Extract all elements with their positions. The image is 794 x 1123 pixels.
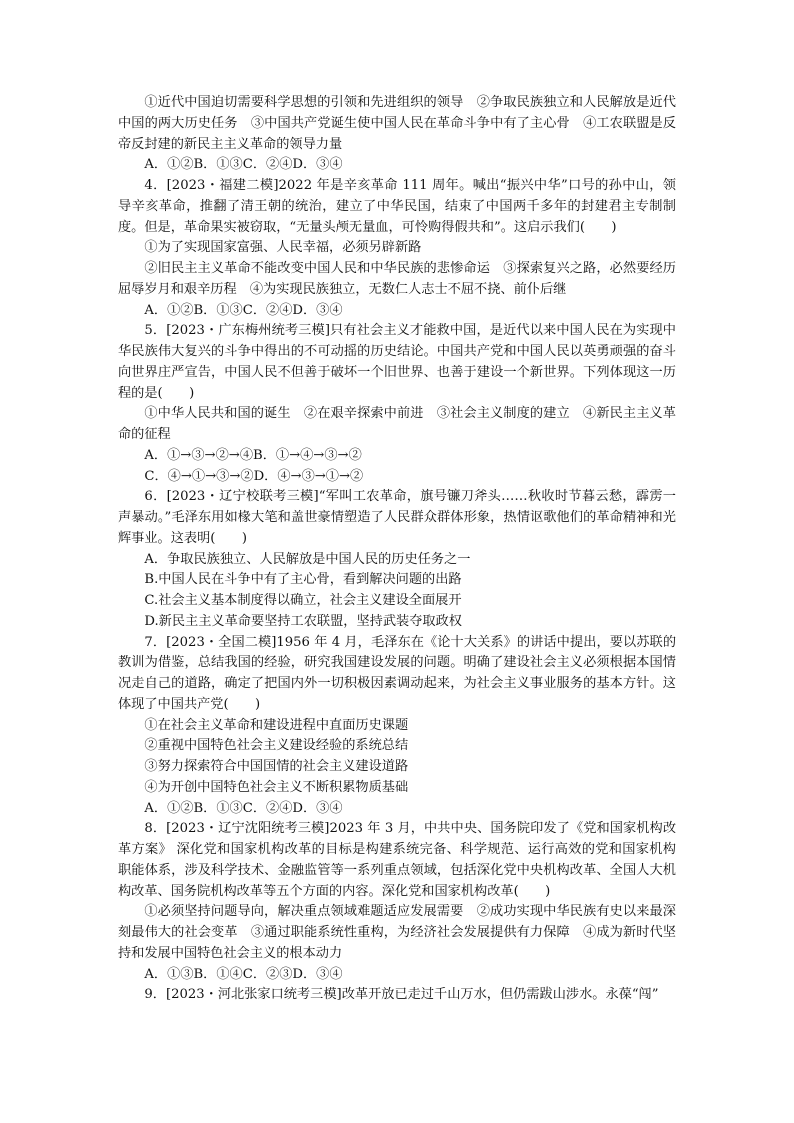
q7-statement-2: ②重视中国特色社会主义建设经验的系统总结	[144, 738, 409, 754]
q7-stem: 7．[2023・全国二模]1956 年 4 月，毛泽东在《论十大关系》的讲话中提出，要以苏联的教训为借鉴，总结我国的经验，研究我国建设发展的问题。明确了建设社会主义必须根据本国情况走自己的道路，确定了把国内外一切积极因素调动起来，为社会主义事业服务的基本方针。这体现了中国共产党( )	[118, 634, 676, 712]
question-page	[118, 93, 676, 1006]
q6-option-c: C.社会主义基本制度得以确立，社会主义建设全面展开	[144, 593, 462, 608]
q6-option-d: D.新民主主义革命要坚持工农联盟，坚持武装夺取政权	[144, 613, 462, 629]
q8-options: A．①③B．①④C．②③D．③④	[144, 966, 343, 982]
q5-stem: 5．[2023・广东梅州统考三模]只有社会主义才能救中国，是近代以来中国人民在为实现中华民族伟大复兴的斗争中得出的不可动摇的历史结论。中国共产党和中国人民以英勇顽强的奋斗向世界庄严宣告，中国人民不但善于破坏一个旧世界、也善于建设一个新世界。下列体现这一历程的是( )	[118, 323, 676, 401]
q4-options: A．①②B．①③C．②④D．③④	[144, 302, 343, 318]
q6-stem: 6．[2023・辽宁校联考三模]“军叫工农革命，旗号镰刀斧头……秋收时节暮云愁，霹雳一声暴动。”毛泽东用如椽大笔和盖世豪情塑造了人民群众群体形象，热情讴歌他们的革命精神和光辉事业。这表明( )	[118, 489, 676, 546]
q5-statements: ①中华人民共和国的诞生 ②在艰辛探索中前进 ③社会主义制度的建立 ④新民主主义革命的征程	[118, 406, 676, 442]
q3-statements: ①近代中国迫切需要科学思想的引领和先进组织的领导 ②争取民族独立和人民解放是近代中国的两大历史任务 ③中国共产党诞生使中国人民在革命斗争中有了主心骨 ④工农联盟是反帝反封建的新民主主义革命的领导力量	[118, 95, 676, 152]
q7-options: A．①②B．①③C．②④D．③④	[144, 800, 343, 816]
q3-options: A．①②B．①③C．②④D．③④	[144, 157, 343, 173]
q8-statements: ①必须坚持问题导向，解决重点领域难题适应发展需要 ②成功实现中华民族有史以来最深刻最伟大的社会变革 ③通过职能系统性重构，为经济社会发展提供有力保障 ④成为新时代坚持和发展中国特色社会主义的根本动力	[118, 904, 676, 961]
q7-statement-1: ①在社会主义革命和建设进程中直面历史课题	[144, 717, 409, 733]
q9-stem: 9．[2023・河北张家口统考三模]改革开放已走过千山万水，但仍需跋山涉水。永葆“闯”	[144, 987, 659, 1003]
q7-statement-4: ④为开创中国特色社会主义不断积累物质基础	[144, 779, 409, 795]
q4-statement-1: ①为了实现国家富强、人民幸福，必须另辟新路	[144, 240, 422, 256]
q6-option-a: A．争取民族独立、人民解放是中国人民的历史任务之一	[144, 551, 471, 567]
q4-statements-2-4: ②旧民主主义革命不能改变中国人民和中华民族的悲惨命运 ③探索复兴之路，必然要经历屈辱岁月和艰辛历程 ④为实现民族独立，无数仁人志士不屈不挠、前仆后继	[118, 261, 676, 297]
q4-stem: 4．[2023・福建二模]2022 年是辛亥革命 111 周年。喊出“振兴中华”口号的孙中山，领导辛亥革命，推翻了清王朝的统治，建立了中华民国，结束了中国两千多年的封建君主专制制度。但是，革命果实被窃取，“无量头颅无量血，可怜购得假共和”。这启示我们( )	[118, 178, 676, 235]
q8-stem: 8．[2023・辽宁沈阳统考三模]2023 年 3 月，中共中央、国务院印发了《党和国家机构改革方案》 深化党和国家机构改革的目标是构建系统完备、科学规范、运行高效的党和国家机构职能体系，涉及科学技术、金融监管等一系列重点领域，包括深化党中央机构改革、全国人大机构改革、国务院机构改革等五个方面的内容。深化党和国家机构改革( )	[118, 821, 676, 899]
q6-option-b: B.中国人民在斗争中有了主心骨，看到解决问题的出路	[144, 572, 462, 588]
q7-statement-3: ③努力探索符合中国国情的社会主义建设道路	[144, 759, 409, 774]
q5-options-cd: C．④→①→③→②D．④→③→①→②	[144, 468, 364, 484]
q5-options-ab: A．①→③→②→④B．①→④→③→②	[144, 447, 362, 463]
